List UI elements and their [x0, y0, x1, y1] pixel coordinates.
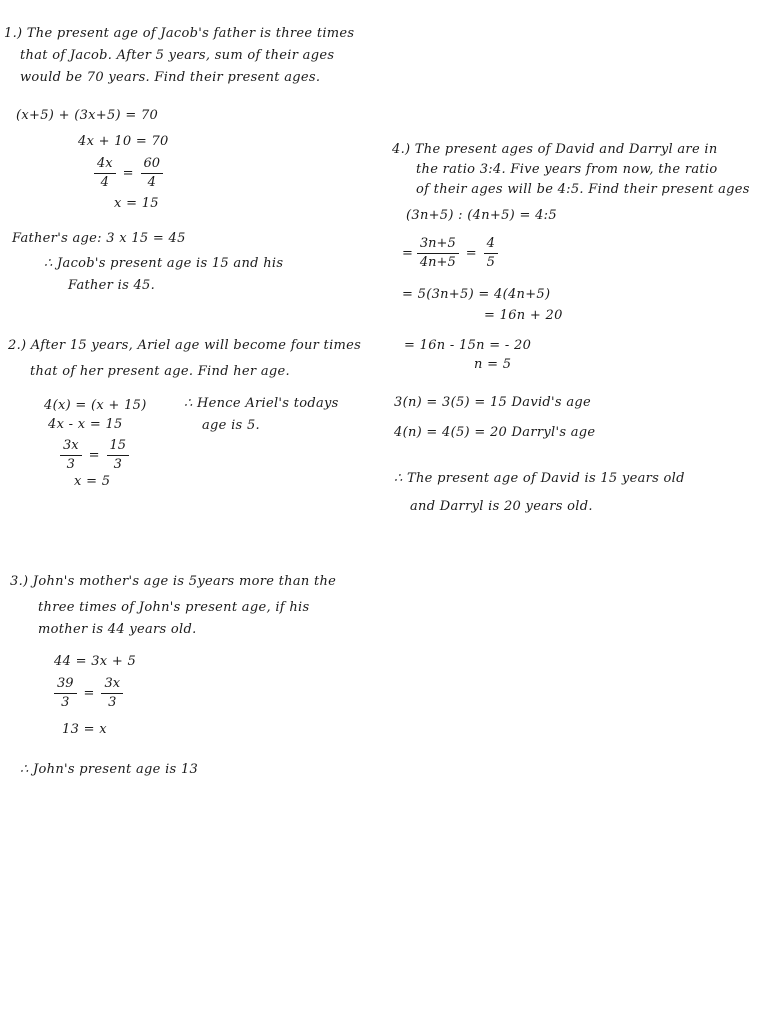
problem-3-equation-3: 13 = x: [62, 722, 107, 737]
problem-1-fraction-step: [94, 156, 163, 191]
fraction-denominator: 3: [108, 695, 117, 710]
fraction-numerator: 4: [484, 236, 498, 254]
fraction-numerator: 3x: [60, 438, 82, 456]
problem-4-equation-1: (3n+5) : (4n+5) = 4:5: [406, 208, 557, 223]
problem-4-equation-3: = 5(3n+5) = 4(4n+5): [402, 287, 551, 302]
problem-2-question-line-2: that of her present age. Find her age.: [30, 364, 290, 379]
fraction-denominator: 5: [486, 255, 495, 270]
fraction-denominator: 3: [66, 457, 75, 472]
problem-4-question-line-2: the ratio 3:4. Five years from now, the ratio: [416, 162, 718, 177]
problem-1-question-line-1: 1.) The present age of Jacob's father is three times: [4, 26, 355, 41]
problem-1-father-age: Father's age: 3 x 15 = 45: [12, 231, 186, 246]
fraction-right: [107, 438, 130, 473]
problem-4-conclusion-line-2: and Darryl is 20 years old.: [410, 499, 593, 514]
equals-sign: =: [88, 448, 100, 463]
fraction-denominator: 4n+5: [419, 255, 456, 270]
equals-sign: =: [122, 166, 134, 181]
problem-4-fraction-step: [402, 236, 498, 271]
problem-1-conclusion-line-2: Father is 45.: [68, 278, 156, 293]
fraction-right: [101, 676, 123, 711]
problem-2-conclusion-line-1: ∴ Hence Ariel's todays: [184, 396, 339, 411]
fraction-numerator: 60: [141, 156, 164, 174]
fraction-left: [94, 156, 116, 191]
problem-2-conclusion-line-2: age is 5.: [202, 418, 260, 433]
problem-3-equation-1: 44 = 3x + 5: [54, 654, 137, 669]
problem-4-question-line-1: 4.) The present ages of David and Darryl are in: [392, 142, 718, 157]
problem-3-conclusion: ∴ John's present age is 13: [20, 762, 199, 777]
fraction-numerator: 3n+5: [417, 236, 459, 254]
problem-3-question-line-3: mother is 44 years old.: [38, 622, 197, 637]
problem-1-equation-1: (x+5) + (3x+5) = 70: [16, 108, 159, 123]
problem-2-equation-4: x = 5: [74, 474, 111, 489]
problem-2-equation-1: 4(x) = (x + 15): [44, 398, 147, 413]
equals-sign: =: [83, 686, 95, 701]
problem-1-question-line-2: that of Jacob. After 5 years, sum of their ages: [20, 48, 335, 63]
fraction-left: [54, 676, 77, 711]
fraction-denominator: 3: [113, 457, 122, 472]
problem-3-fraction-step: [54, 676, 123, 711]
fraction-denominator: 4: [100, 175, 109, 190]
problem-4-david-age: 3(n) = 3(5) = 15 David's age: [394, 395, 592, 410]
fraction-denominator: 4: [147, 175, 156, 190]
problem-1-equation-2: 4x + 10 = 70: [78, 134, 169, 149]
problem-4-conclusion-line-1: ∴ The present age of David is 15 years old: [394, 471, 685, 486]
problem-4-equation-4: = 16n + 20: [484, 308, 563, 323]
fraction-numerator: 15: [107, 438, 130, 456]
problem-2-equation-2: 4x - x = 15: [48, 417, 123, 432]
problem-1-question-line-3: would be 70 years. Find their present ages.: [20, 70, 321, 85]
problem-1-conclusion-line-1: ∴ Jacob's present age is 15 and his: [44, 256, 284, 271]
equals-sign: =: [465, 246, 477, 261]
problem-3-question-line-2: three times of John's present age, if his: [38, 600, 310, 615]
problem-4-equation-6: n = 5: [474, 357, 512, 372]
fraction-denominator: 3: [61, 695, 70, 710]
problem-2-fraction-step: [60, 438, 129, 473]
fraction-numerator: 3x: [101, 676, 123, 694]
problem-4-question-line-3: of their ages will be 4:5. Find their present ages: [416, 182, 750, 197]
problem-3-question-line-1: 3.) John's mother's age is 5years more than the: [10, 574, 337, 589]
problem-2-question-line-1: 2.) After 15 years, Ariel age will become four times: [8, 338, 362, 353]
fraction-numerator: 4x: [94, 156, 116, 174]
problem-1-equation-4: x = 15: [114, 196, 159, 211]
fraction-right: [484, 236, 498, 271]
equals-prefix: =: [402, 246, 413, 261]
fraction-right: [141, 156, 164, 191]
fraction-left: [417, 236, 459, 271]
fraction-left: [60, 438, 82, 473]
problem-4-equation-5: = 16n - 15n = - 20: [404, 338, 532, 353]
fraction-numerator: 39: [54, 676, 77, 694]
problem-4-darryl-age: 4(n) = 4(5) = 20 Darryl's age: [394, 425, 596, 440]
